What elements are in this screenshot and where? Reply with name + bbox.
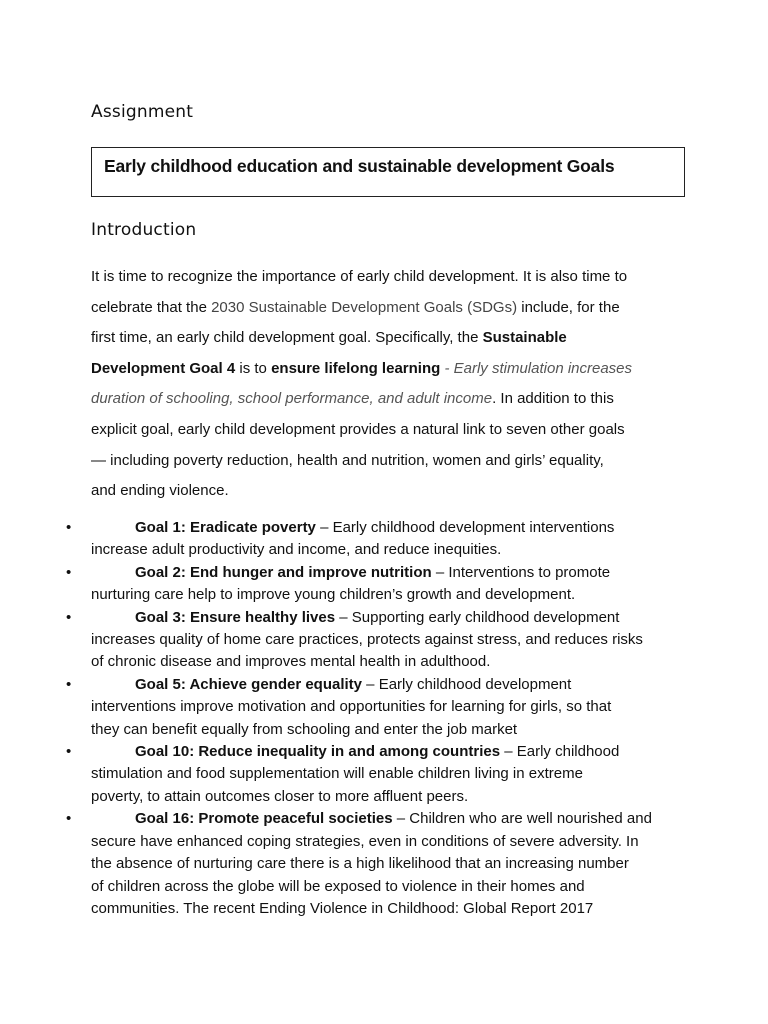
intro-text: is to	[235, 359, 272, 377]
goal-title: Goal 3: Ensure healthy lives	[135, 608, 336, 626]
goal-line: nurturing care help to improve young children’s growth and development.	[91, 586, 576, 604]
intro-line	[91, 323, 691, 354]
goal-line	[0, 517, 768, 539]
goal-text: – Supporting early childhood development	[335, 608, 620, 626]
goal-line	[0, 607, 768, 629]
goal-line	[0, 741, 768, 763]
intro-text: . In addition to this	[492, 390, 614, 408]
goal-line	[0, 562, 768, 584]
goal-line	[0, 674, 768, 696]
intro-line	[91, 446, 691, 477]
goal-line	[0, 808, 768, 830]
assignment-heading: Assignment	[91, 102, 194, 122]
list-item	[0, 808, 768, 920]
list-item	[0, 562, 768, 607]
goal-line: interventions improve motivation and opportunities for learning for girls, so that	[91, 698, 612, 716]
goal-line: increase adult productivity and income, and reduce inequities.	[91, 541, 502, 559]
goal-line: communities. The recent Ending Violence in Childhood: Global Report 2017	[91, 899, 594, 917]
goal-line: increases quality of home care practices, protects against stress, and reduces risks	[91, 631, 643, 649]
intro-text: celebrate that the	[91, 298, 212, 316]
sdg4-bold-text: Sustainable	[482, 329, 567, 347]
intro-text: -	[440, 359, 454, 377]
goal-line: poverty, to attain outcomes closer to more affluent peers.	[91, 787, 469, 805]
bullet-icon: •	[66, 519, 72, 536]
intro-line	[91, 476, 691, 507]
bullet-icon: •	[66, 743, 72, 761]
goal-line: of children across the globe will be exposed to violence in their homes and	[91, 877, 585, 895]
intro-text: first time, an early child development goal. Specifically, the	[91, 329, 483, 347]
goal-text: – Interventions to promote	[431, 563, 611, 581]
intro-text: — including poverty reduction, health and nutrition, women and girls’ equality,	[91, 451, 604, 469]
intro-line	[91, 384, 691, 415]
goal-title: Goal 5: Achieve gender equality	[135, 675, 363, 693]
introduction-heading: Introduction	[91, 220, 197, 240]
goal-text: – Early childhood development interventions	[315, 519, 615, 536]
goal-title: Goal 1: Eradicate poverty	[135, 519, 316, 536]
goal-title: Goal 16: Promote peaceful societies	[135, 810, 393, 828]
bullet-icon: •	[66, 563, 72, 581]
bullet-icon: •	[66, 810, 72, 828]
intro-text: It is time to recognize the importance of early child development. It is also time to	[91, 268, 628, 285]
goal-title: Goal 2: End hunger and improve nutrition	[135, 563, 432, 581]
list-item	[0, 674, 768, 741]
introduction-paragraph	[91, 262, 691, 507]
goal-text: – Early childhood development	[362, 675, 572, 693]
goal-line: the absence of nurturing care there is a high likelihood that an increasing number	[91, 855, 629, 873]
goal-line: secure have enhanced coping strategies, even in conditions of severe adversity. In	[91, 832, 639, 850]
intro-text: and ending violence.	[91, 482, 229, 500]
list-item	[0, 607, 768, 674]
intro-text: explicit goal, early child development provides a natural link to seven other goals	[91, 420, 625, 438]
sdgs-reference: 2030 Sustainable Development Goals (SDGs)	[211, 298, 518, 316]
intro-line	[91, 354, 691, 385]
goal-text: – Early childhood	[500, 743, 620, 761]
goal-line: stimulation and food supplementation will enable children living in extreme	[91, 765, 583, 783]
lifelong-learning-bold: ensure lifelong learning	[271, 359, 441, 377]
goal-title: Goal 10: Reduce inequality in and among countries	[135, 743, 501, 761]
italic-quote: Early stimulation increases	[453, 359, 633, 377]
intro-line	[91, 262, 691, 293]
goals-list	[0, 517, 768, 920]
sdg4-bold-text: Development Goal 4	[91, 359, 236, 377]
goal-line: of chronic disease and improves mental health in adulthood.	[91, 653, 491, 671]
italic-quote: duration of schooling, school performance, and adult income	[91, 390, 493, 408]
intro-line	[91, 415, 691, 446]
document-title: Early childhood education and sustainable development Goals	[104, 156, 615, 176]
list-item	[0, 517, 768, 562]
bullet-icon: •	[66, 608, 72, 626]
goal-text: – Children who are well nourished and	[392, 810, 652, 828]
title-box	[91, 147, 685, 197]
intro-line	[91, 293, 691, 324]
bullet-icon: •	[66, 675, 72, 693]
goal-line: they can benefit equally from schooling and enter the job market	[91, 720, 518, 738]
list-item	[0, 741, 768, 808]
intro-text: include, for the	[517, 298, 620, 316]
